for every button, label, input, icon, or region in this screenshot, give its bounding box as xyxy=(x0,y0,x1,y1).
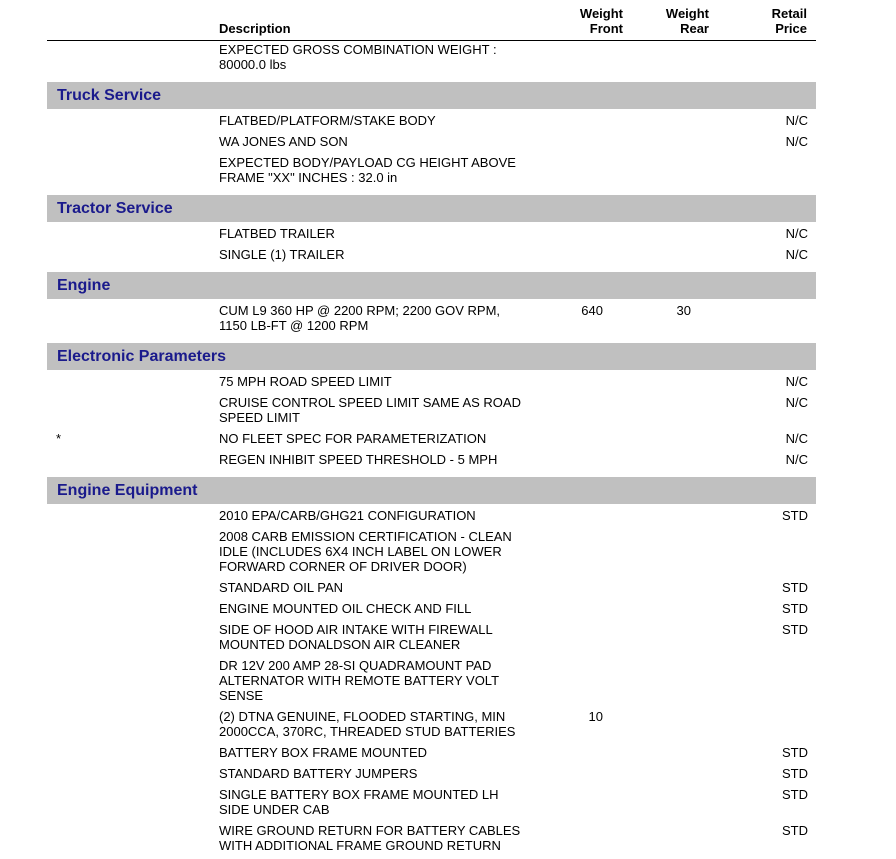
row-retail-price: N/C xyxy=(785,431,808,446)
row-retail-price: STD xyxy=(782,745,808,760)
table-header xyxy=(47,0,816,41)
row-description: REGEN INHIBIT SPEED THRESHOLD - 5 MPH xyxy=(219,452,498,467)
row-description: 75 MPH ROAD SPEED LIMIT xyxy=(219,374,392,389)
spec-row xyxy=(47,709,816,745)
row-description: CUM L9 360 HP @ 2200 RPM; 2200 GOV RPM, 1150 LB-FT @ 1200 RPM xyxy=(219,303,501,333)
row-description: SINGLE (1) TRAILER xyxy=(219,247,345,262)
spec-row xyxy=(47,374,816,395)
header-weight-rear-line1: Weight xyxy=(665,6,709,21)
row-retail-price: N/C xyxy=(785,395,808,410)
row-weight-front: 640 xyxy=(581,303,603,318)
spec-row xyxy=(47,529,816,580)
row-retail-price: STD xyxy=(782,766,808,781)
section-header: Electronic Parameters xyxy=(47,343,816,370)
header-weight-rear xyxy=(629,6,709,36)
spec-row xyxy=(47,745,816,766)
row-retail-price: N/C xyxy=(785,226,808,241)
row-retail-price: N/C xyxy=(785,374,808,389)
row-retail-price: STD xyxy=(782,601,808,616)
row-weight-rear: 30 xyxy=(676,303,691,318)
row-description: STANDARD BATTERY JUMPERS xyxy=(219,766,418,781)
row-marker: * xyxy=(56,431,62,446)
spec-row xyxy=(47,823,816,859)
row-description: WA JONES AND SON xyxy=(219,134,348,149)
row-description: ENGINE MOUNTED OIL CHECK AND FILL xyxy=(219,601,472,616)
spec-row xyxy=(47,622,816,658)
spec-row xyxy=(47,42,816,78)
spec-table-body xyxy=(47,42,816,859)
spec-row xyxy=(47,155,816,191)
spec-row xyxy=(47,134,816,155)
header-weight-front xyxy=(543,6,623,36)
row-description: (2) DTNA GENUINE, FLOODED STARTING, MIN 2000CCA, 370RC, THREADED STUD BATTERIES xyxy=(219,709,516,739)
spec-row xyxy=(47,452,816,473)
row-retail-price: STD xyxy=(782,508,808,523)
row-description: NO FLEET SPEC FOR PARAMETERIZATION xyxy=(219,431,487,446)
row-description: STANDARD OIL PAN xyxy=(219,580,344,595)
spec-row xyxy=(47,113,816,134)
row-description: 2010 EPA/CARB/GHG21 CONFIGURATION xyxy=(219,508,476,523)
row-retail-price: STD xyxy=(782,580,808,595)
spec-row xyxy=(47,395,816,431)
spec-row xyxy=(47,508,816,529)
spec-row xyxy=(47,601,816,622)
row-description: FLATBED TRAILER xyxy=(219,226,335,241)
row-description: 2008 CARB EMISSION CERTIFICATION - CLEAN IDLE (INCLUDES 6X4 INCH LABEL ON LOWER FORWARD CORNER OF DRIVER DOOR) xyxy=(219,529,512,574)
row-description: EXPECTED BODY/PAYLOAD CG HEIGHT ABOVE FRAME "XX" INCHES : 32.0 in xyxy=(219,155,516,185)
row-description: WIRE GROUND RETURN FOR BATTERY CABLES WITH ADDITIONAL FRAME GROUND RETURN xyxy=(219,823,521,853)
row-retail-price: N/C xyxy=(785,452,808,467)
section-header: Truck Service xyxy=(47,82,816,109)
row-retail-price: N/C xyxy=(785,134,808,149)
header-description: Description xyxy=(219,21,291,36)
row-retail-price: STD xyxy=(782,787,808,802)
row-retail-price: STD xyxy=(782,622,808,637)
header-weight-front-line1: Weight xyxy=(579,6,623,21)
spec-row xyxy=(47,580,816,601)
header-retail-price xyxy=(727,6,807,36)
row-retail-price: N/C xyxy=(785,113,808,128)
row-description: DR 12V 200 AMP 28-SI QUADRAMOUNT PAD ALTERNATOR WITH REMOTE BATTERY VOLT SENSE xyxy=(219,658,500,703)
spec-row xyxy=(47,787,816,823)
row-weight-front: 10 xyxy=(588,709,603,724)
section-header: Engine Equipment xyxy=(47,477,816,504)
section-header: Tractor Service xyxy=(47,195,816,222)
row-description: FLATBED/PLATFORM/STAKE BODY xyxy=(219,113,436,128)
spec-row xyxy=(47,658,816,709)
spec-row xyxy=(47,431,816,452)
spec-row xyxy=(47,303,816,339)
header-weight-rear-line2: Rear xyxy=(680,21,709,36)
spec-row xyxy=(47,226,816,247)
header-retail-price-line1: Retail xyxy=(771,6,807,21)
row-description: EXPECTED GROSS COMBINATION WEIGHT : 80000.0 lbs xyxy=(219,42,497,72)
row-description: BATTERY BOX FRAME MOUNTED xyxy=(219,745,428,760)
section-header: Engine xyxy=(47,272,816,299)
header-retail-price-line2: Price xyxy=(775,21,807,36)
header-weight-front-line2: Front xyxy=(589,21,623,36)
row-description: SIDE OF HOOD AIR INTAKE WITH FIREWALL MOUNTED DONALDSON AIR CLEANER xyxy=(219,622,493,652)
row-description: CRUISE CONTROL SPEED LIMIT SAME AS ROAD SPEED LIMIT xyxy=(219,395,521,425)
row-description: SINGLE BATTERY BOX FRAME MOUNTED LH SIDE UNDER CAB xyxy=(219,787,499,817)
row-retail-price: STD xyxy=(782,823,808,838)
row-retail-price: N/C xyxy=(785,247,808,262)
spec-row xyxy=(47,766,816,787)
spec-row xyxy=(47,247,816,268)
